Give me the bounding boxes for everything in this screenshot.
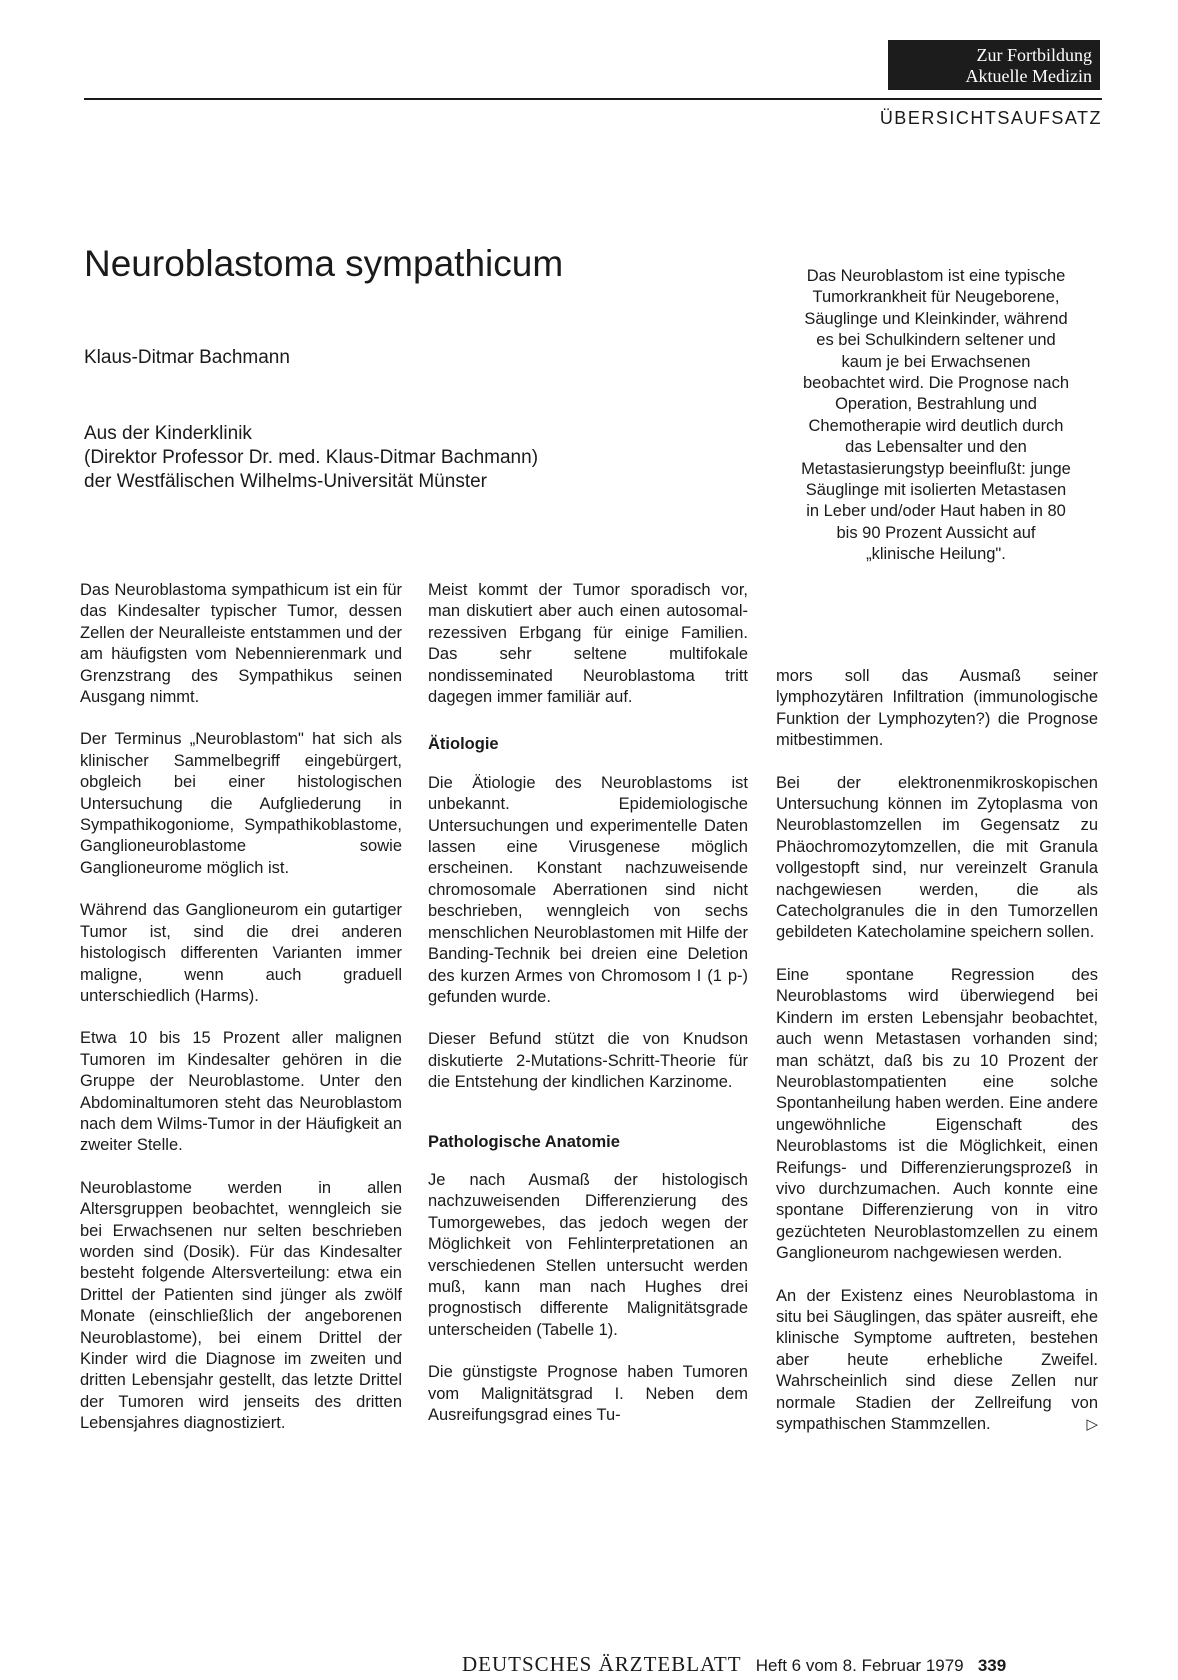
- paragraph: Meist kommt der Tumor sporadisch vor, man diskutiert aber auch einen autosomal-rezessiven Erbgang für einige Familien. Das sehr seltene multifokale nondisseminated Neuroblastoma tritt dagegen immer familiär auf.: [428, 581, 748, 707]
- body-column-1: [80, 580, 402, 1456]
- paragraph-text: An der Existenz eines Neuroblastoma in situ bei Säuglingen, das später ausreift, ehe klinische Symptome auftreten, bestehen aber heute erhebliche Zweifel. Wahrscheinlich sind diese Zellen nur normale Stadien der Zellreifung von sympathischen Stammzellen.: [776, 1286, 1098, 1433]
- paragraph: Der Terminus „Neuroblastom" hat sich als klinischer Sammelbegriff eingebürgert, obgleich bei einer histologischen Untersuchung die Aufgliederung in Sympathikogoniome, Sympathikoblastome, Ganglioneuroblastome sowie Ganglioneurome möglich ist.: [80, 730, 402, 877]
- continue-triangle-icon: ▷: [1086, 1416, 1098, 1433]
- badge-line-1: Zur Fortbildung: [976, 45, 1092, 65]
- paragraph: Etwa 10 bis 15 Prozent aller malignen Tumoren im Kindesalter gehören in die Gruppe der Neuroblastome. Unter den Abdominaltumoren steht das Neuroblastom nach dem Wilms-Tumor in der Häufigkeit an zweiter Stelle.: [80, 1029, 402, 1155]
- abstract-box: [800, 266, 1072, 587]
- section-heading-aetiologie: Ätiologie: [428, 735, 499, 754]
- paragraph: Eine spontane Regression des Neuroblastoms wird überwiegend bei Kindern im ersten Lebensjahr beobachtet, auch wenn Metastasen vorhanden sind; man schätzt, daß bis zu 10 Prozent der Neuroblastompatienten eine solche Spontanheilung haben werden. Eine andere ungewöhnliche Eigenschaft des Neuroblastoms ist die Möglichkeit, einen Reifungs- und Differenzierungsprozeß in vivo durchzumachen. Auch konnte eine spontane Differenzierung von in vitro gezüchteten Neuroblastomzellen zu einem Ganglioneurom nachgewiesen werden.: [776, 965, 1099, 1263]
- paragraph: Die Ätiologie des Neuroblastoms ist unbekannt. Epidemiologische Untersuchungen und experimentelle Daten lassen eine Virusgenese möglich erscheinen. Konstant nachzuweisende chromosomale Aberrationen sind nicht beschrieben, wenngleich von sechs menschlichen Neuroblastomen mit Hilfe der Banding-Technik bei dreien eine Deletion des kurzen Armes von Chromosom I (1 p-) gefunden wurde.: [428, 773, 748, 1006]
- affiliation-line: der Westfälischen Wilhelms-Universität Münster: [84, 471, 487, 492]
- section-heading-pathologische-anatomie: Pathologische Anatomie: [428, 1132, 620, 1151]
- abstract-text: Das Neuroblastom ist eine typische Tumorkrankheit für Neugeborene, Säuglinge und Kleinkinder, während es bei Schulkindern seltener und kaum je bei Erwachsenen beobachtet wird. Die Prognose nach Operation, Bestrahlung und Chemotherapie wird deutlich durch das Lebensalter und den Metastasierungstyp beeinflußt: junge Säuglinge mit isolierten Metastasen in Leber und/oder Haut haben in 80 bis 90 Prozent Aussicht auf „klinische Heilung".: [801, 267, 1071, 564]
- article-title: Neuroblastoma sympathicum: [84, 243, 564, 284]
- section-label: ÜBERSICHTSAUFSATZ: [879, 108, 1102, 128]
- paragraph: Das Neuroblastoma sympathicum ist ein für das Kindesalter typischer Tumor, dessen Zellen der Neuralleiste entstammen und der am häufigsten vom Nebennierenmark und Grenzstrang des Sympathikus seinen Ausgang nimmt.: [80, 581, 402, 707]
- journal-name: DEUTSCHES ÄRZTEBLATT: [462, 1652, 742, 1676]
- header-rule: [84, 98, 1102, 100]
- section-badge: [888, 40, 1100, 90]
- paragraph: Dieser Befund stützt die von Knudson diskutierte 2-Mutations-Schritt-Theorie für die Entstehung der kindlichen Karzinome.: [428, 1030, 748, 1092]
- paragraph: Bei der elektronenmikroskopischen Untersuchung können im Zytoplasma von Neuroblastomzellen im Gegensatz zu Phäochromozytomzellen, die mit Granula vollgestopft sind, nur vereinzelt Granula nachgewiesen werden, die als Catecholgranules die in den Tumorzellen gebildeten Katecholamine speichern sollen.: [776, 773, 1098, 942]
- affiliation-line: (Direktor Professor Dr. med. Klaus-Ditmar Bachmann): [84, 447, 539, 468]
- affiliation-line: Aus der Kinderklinik: [84, 423, 252, 444]
- page-footer: [462, 1652, 1006, 1677]
- paragraph: Während das Ganglioneurom ein gutartiger Tumor ist, sind die drei anderen histologisch differenten Varianten immer maligne, wenn auch graduell unterschiedlich (Harms).: [80, 901, 402, 1005]
- badge-line-2: Aktuelle Medizin: [965, 66, 1092, 86]
- paragraph: Je nach Ausmaß der histologisch nachzuweisenden Differenzierung des Tumorgewebes, das jedoch wegen der Möglichkeit von Fehlinterpretationen an verschiedenen Stellen untersucht werden muß, kann man nach Hughes drei prognostisch differente Malignitätsgrade unterscheiden (Tabelle 1).: [428, 1170, 748, 1339]
- body-column-2: [428, 580, 748, 1447]
- paragraph: Die günstigste Prognose haben Tumoren vom Malignitätsgrad I. Neben dem Ausreifungsgrad eines Tu-: [428, 1363, 748, 1424]
- body-column-3: [776, 666, 1098, 1456]
- issue-info: Heft 6 vom 8. Februar 1979: [755, 1656, 964, 1675]
- author-name: Klaus-Ditmar Bachmann: [84, 347, 290, 368]
- paragraph: mors soll das Ausmaß seiner lymphozytären Infiltration (immunologische Funktion der Lymphozyten?) die Prognose mitbestimmen.: [776, 667, 1098, 750]
- paragraph: Neuroblastome werden in allen Altersgruppen beobachtet, wenngleich sie bei Erwachsenen nur selten beschrieben worden sind (Dosik). Für das Kindesalter besteht folgende Altersverteilung: etwa ein Drittel der Patienten sind jünger als zwölf Monate (einschließlich der angeborenen Neuroblastome), bei einem Drittel der Kinder wird die Diagnose im zweiten und dritten Lebensjahr gestellt, das letzte Drittel der Tumoren wird jenseits des dritten Lebensjahres diagnostiziert.: [80, 1178, 402, 1433]
- affiliation: [84, 422, 538, 494]
- paragraph: [776, 1286, 1098, 1436]
- page-number: 339: [977, 1656, 1007, 1675]
